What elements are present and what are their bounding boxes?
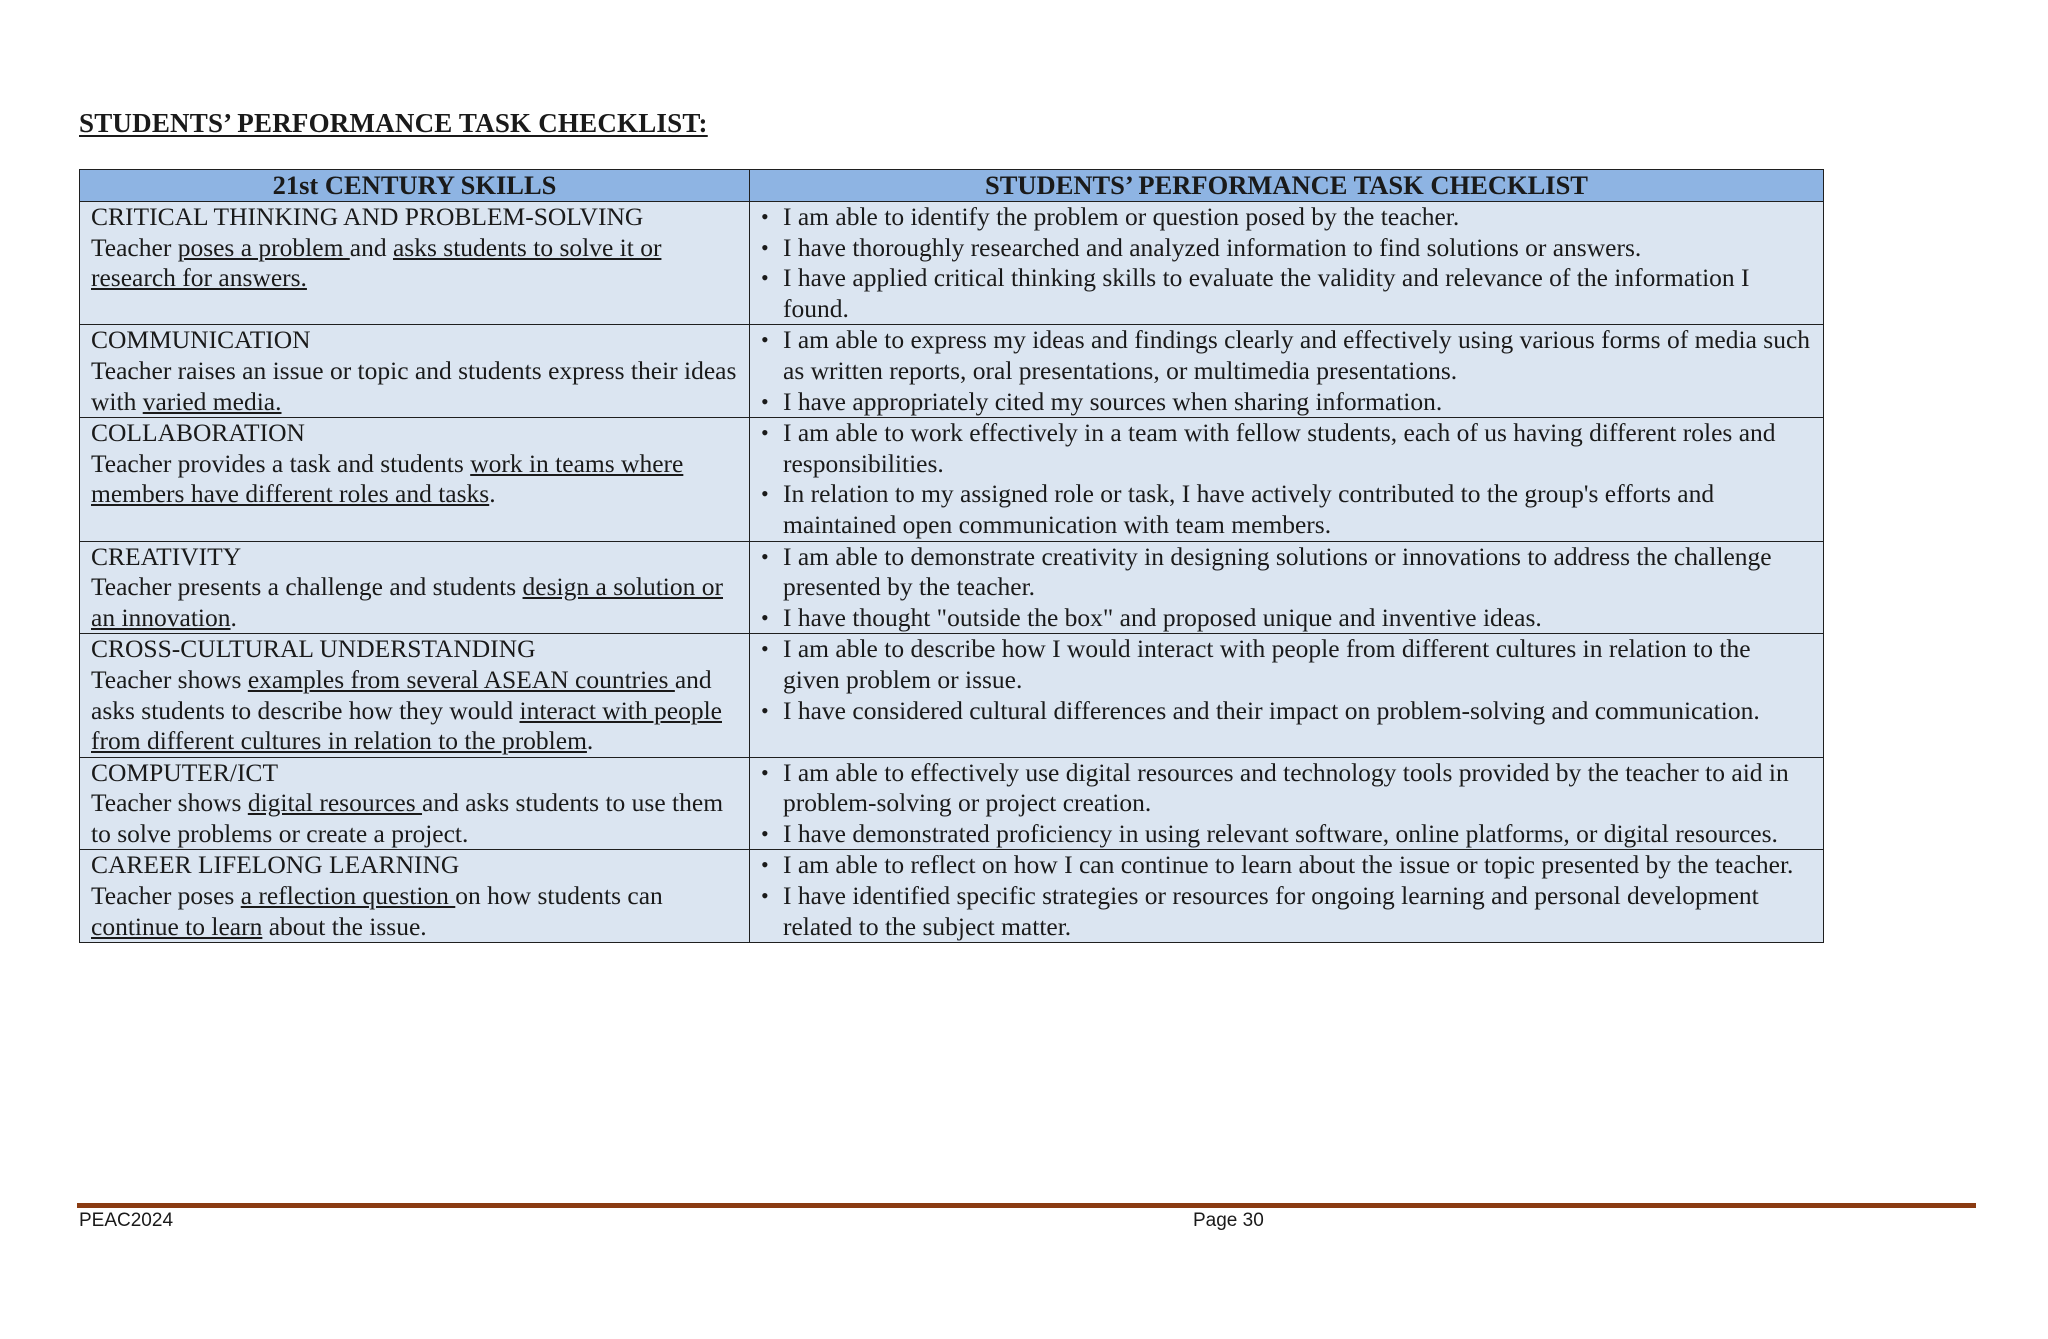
skill-description [91,788,738,849]
skill-description [91,665,738,757]
bullet-icon: • [761,759,769,785]
table-row [80,850,1824,943]
checklist-item [759,881,1812,942]
checklist-table [79,169,1824,943]
checklist-item-text: I have thoroughly researched and analyzed information to find solutions or answers. [783,232,1642,262]
bullet-icon: • [761,883,769,909]
description-text: Teacher poses [91,881,241,911]
skill-cell [80,325,750,418]
checklist-item [759,603,1812,634]
checklist-item-text: I am able to reflect on how I can continue to learn about the issue or topic presented by the teacher. [783,850,1794,880]
checklist-item-text: I have appropriately cited my sources when sharing information. [783,386,1443,416]
checklist-item [759,325,1812,386]
table-row [80,541,1824,634]
checklist-cell [750,541,1824,634]
description-text: and asks students to describe how they would [91,664,712,725]
bullet-icon: • [761,636,769,662]
skill-name: COMMUNICATION [91,325,311,355]
bullet-icon: • [761,820,769,846]
skill-cell [80,541,750,634]
checklist-item [759,758,1812,819]
checklist-item [759,263,1812,324]
column-header-checklist: STUDENTS’ PERFORMANCE TASK CHECKLIST [750,170,1824,202]
underlined-text: asks students to solve it or research for answers. [91,232,662,293]
skill-name: COMPUTER/ICT [91,757,279,787]
description-text: . [489,479,496,509]
checklist-list [761,850,1812,942]
bullet-icon: • [761,543,769,569]
bullet-icon: • [761,327,769,353]
description-text: Teacher [91,232,178,262]
description-text: Teacher shows [91,788,248,818]
skill-name: CRITICAL THINKING AND PROBLEM-SOLVING [91,202,644,231]
underlined-text: design a solution or an innovation [91,572,723,632]
bullet-icon: • [761,234,769,260]
bullet-icon: • [761,604,769,630]
skill-description [91,233,738,294]
bullet-icon: • [761,204,769,229]
bullet-icon: • [761,852,769,878]
underlined-text: interact with people from different cultures in relation to the problem [91,695,722,756]
description-text: Teacher raises an issue or topic and students express their ideas with [91,355,737,416]
footer-doc-id: PEAC2024 [79,1210,174,1231]
checklist-cell [750,325,1824,418]
underlined-text: varied media. [142,386,282,416]
checklist-cell [750,202,1824,325]
bullet-icon: • [761,265,769,291]
checklist-item-text: I am able to express my ideas and findings clearly and effectively using various forms of media such as written reports, oral presentations, or multimedia presentations. [783,325,1811,385]
checklist-cell [750,418,1824,541]
table-header-row [80,170,1824,202]
underlined-text: poses a problem [177,232,350,262]
underlined-text: a reflection question [240,881,456,911]
skill-name: CREATIVITY [91,541,242,571]
skill-cell [80,757,750,850]
checklist-item [759,850,1812,881]
bullet-icon: • [761,697,769,723]
skill-cell [80,634,750,757]
description-text: on how students can [455,881,663,911]
table-row [80,418,1824,541]
description-text: Teacher shows [91,664,248,694]
underlined-text: work in teams where members have different roles and tasks [91,448,684,509]
checklist-list [761,325,1812,417]
skill-name: CROSS-CULTURAL UNDERSTANDING [91,634,536,664]
description-text: about the issue. [262,911,427,941]
table-row [80,757,1824,850]
description-text: Teacher provides a task and students [91,448,471,478]
description-text: and [349,232,393,262]
checklist-list [761,202,1812,324]
table-row [80,202,1824,325]
checklist-item [759,202,1812,233]
skill-cell [80,202,750,325]
checklist-item-text: I am able to identify the problem or question posed by the teacher. [783,202,1460,231]
checklist-item [759,634,1812,695]
table-body [80,202,1824,943]
footer-divider [77,1203,1976,1208]
skill-cell [80,418,750,541]
checklist-item-text: I have demonstrated proficiency in using relevant software, online platforms, or digital resources. [783,818,1778,848]
page-number: Page 30 [1193,1210,1264,1231]
checklist-cell [750,634,1824,757]
description-text: . [230,602,237,632]
checklist-item [759,819,1812,850]
skill-cell [80,850,750,943]
description-text: Teacher presents a challenge and students [91,572,523,602]
skill-description [91,356,738,417]
bullet-icon: • [761,388,769,414]
checklist-item-text: I am able to describe how I would interact with people from different cultures in relation to the given problem or issue. [783,634,1751,694]
checklist-item [759,233,1812,264]
checklist-list [761,758,1812,850]
checklist-item-text: I am able to demonstrate creativity in designing solutions or innovations to address the challenge presented by the teacher. [783,541,1772,602]
skill-description [91,881,738,942]
checklist-item-text: I am able to work effectively in a team with fellow students, each of us having different roles and responsibilities. [783,418,1776,478]
table-row [80,634,1824,757]
checklist-item-text: I have identified specific strategies or resources for ongoing learning and personal development related to the subject matter. [783,881,1759,941]
checklist-item [759,418,1812,479]
checklist-list [761,634,1812,726]
checklist-item-text: I have thought "outside the box" and proposed unique and inventive ideas. [783,602,1542,632]
skill-description [91,572,738,633]
underlined-text: digital resources [247,788,423,818]
bullet-icon: • [761,420,769,446]
checklist-cell [750,757,1824,850]
checklist-item [759,479,1812,540]
skill-name: CAREER LIFELONG LEARNING [91,850,460,880]
checklist-item [759,387,1812,418]
column-header-skills: 21st CENTURY SKILLS [80,170,750,202]
checklist-item [759,696,1812,727]
checklist-item [759,542,1812,603]
underlined-text: examples from several ASEAN countries [247,664,675,694]
page-title: STUDENTS’ PERFORMANCE TASK CHECKLIST: [79,108,708,138]
checklist-list [761,418,1812,540]
checklist-item-text: In relation to my assigned role or task, I have actively contributed to the group's efforts and maintained open communication with team members. [783,479,1715,539]
underlined-text: continue to learn [91,911,263,941]
description-text: . [586,726,594,756]
bullet-icon: • [761,481,769,507]
skill-description [91,449,738,510]
checklist-item-text: I am able to effectively use digital resources and technology tools provided by the teacher to aid in problem-solving or project creation. [783,757,1789,818]
skill-name: COLLABORATION [91,418,305,448]
checklist-cell [750,850,1824,943]
checklist-item-text: I have applied critical thinking skills to evaluate the validity and relevance of the information I found. [783,263,1750,323]
description-text: and asks students to use them to solve problems or create a project. [91,788,724,848]
checklist-list [761,542,1812,634]
table-row [80,325,1824,418]
checklist-item-text: I have considered cultural differences and their impact on problem-solving and communication. [783,695,1760,725]
